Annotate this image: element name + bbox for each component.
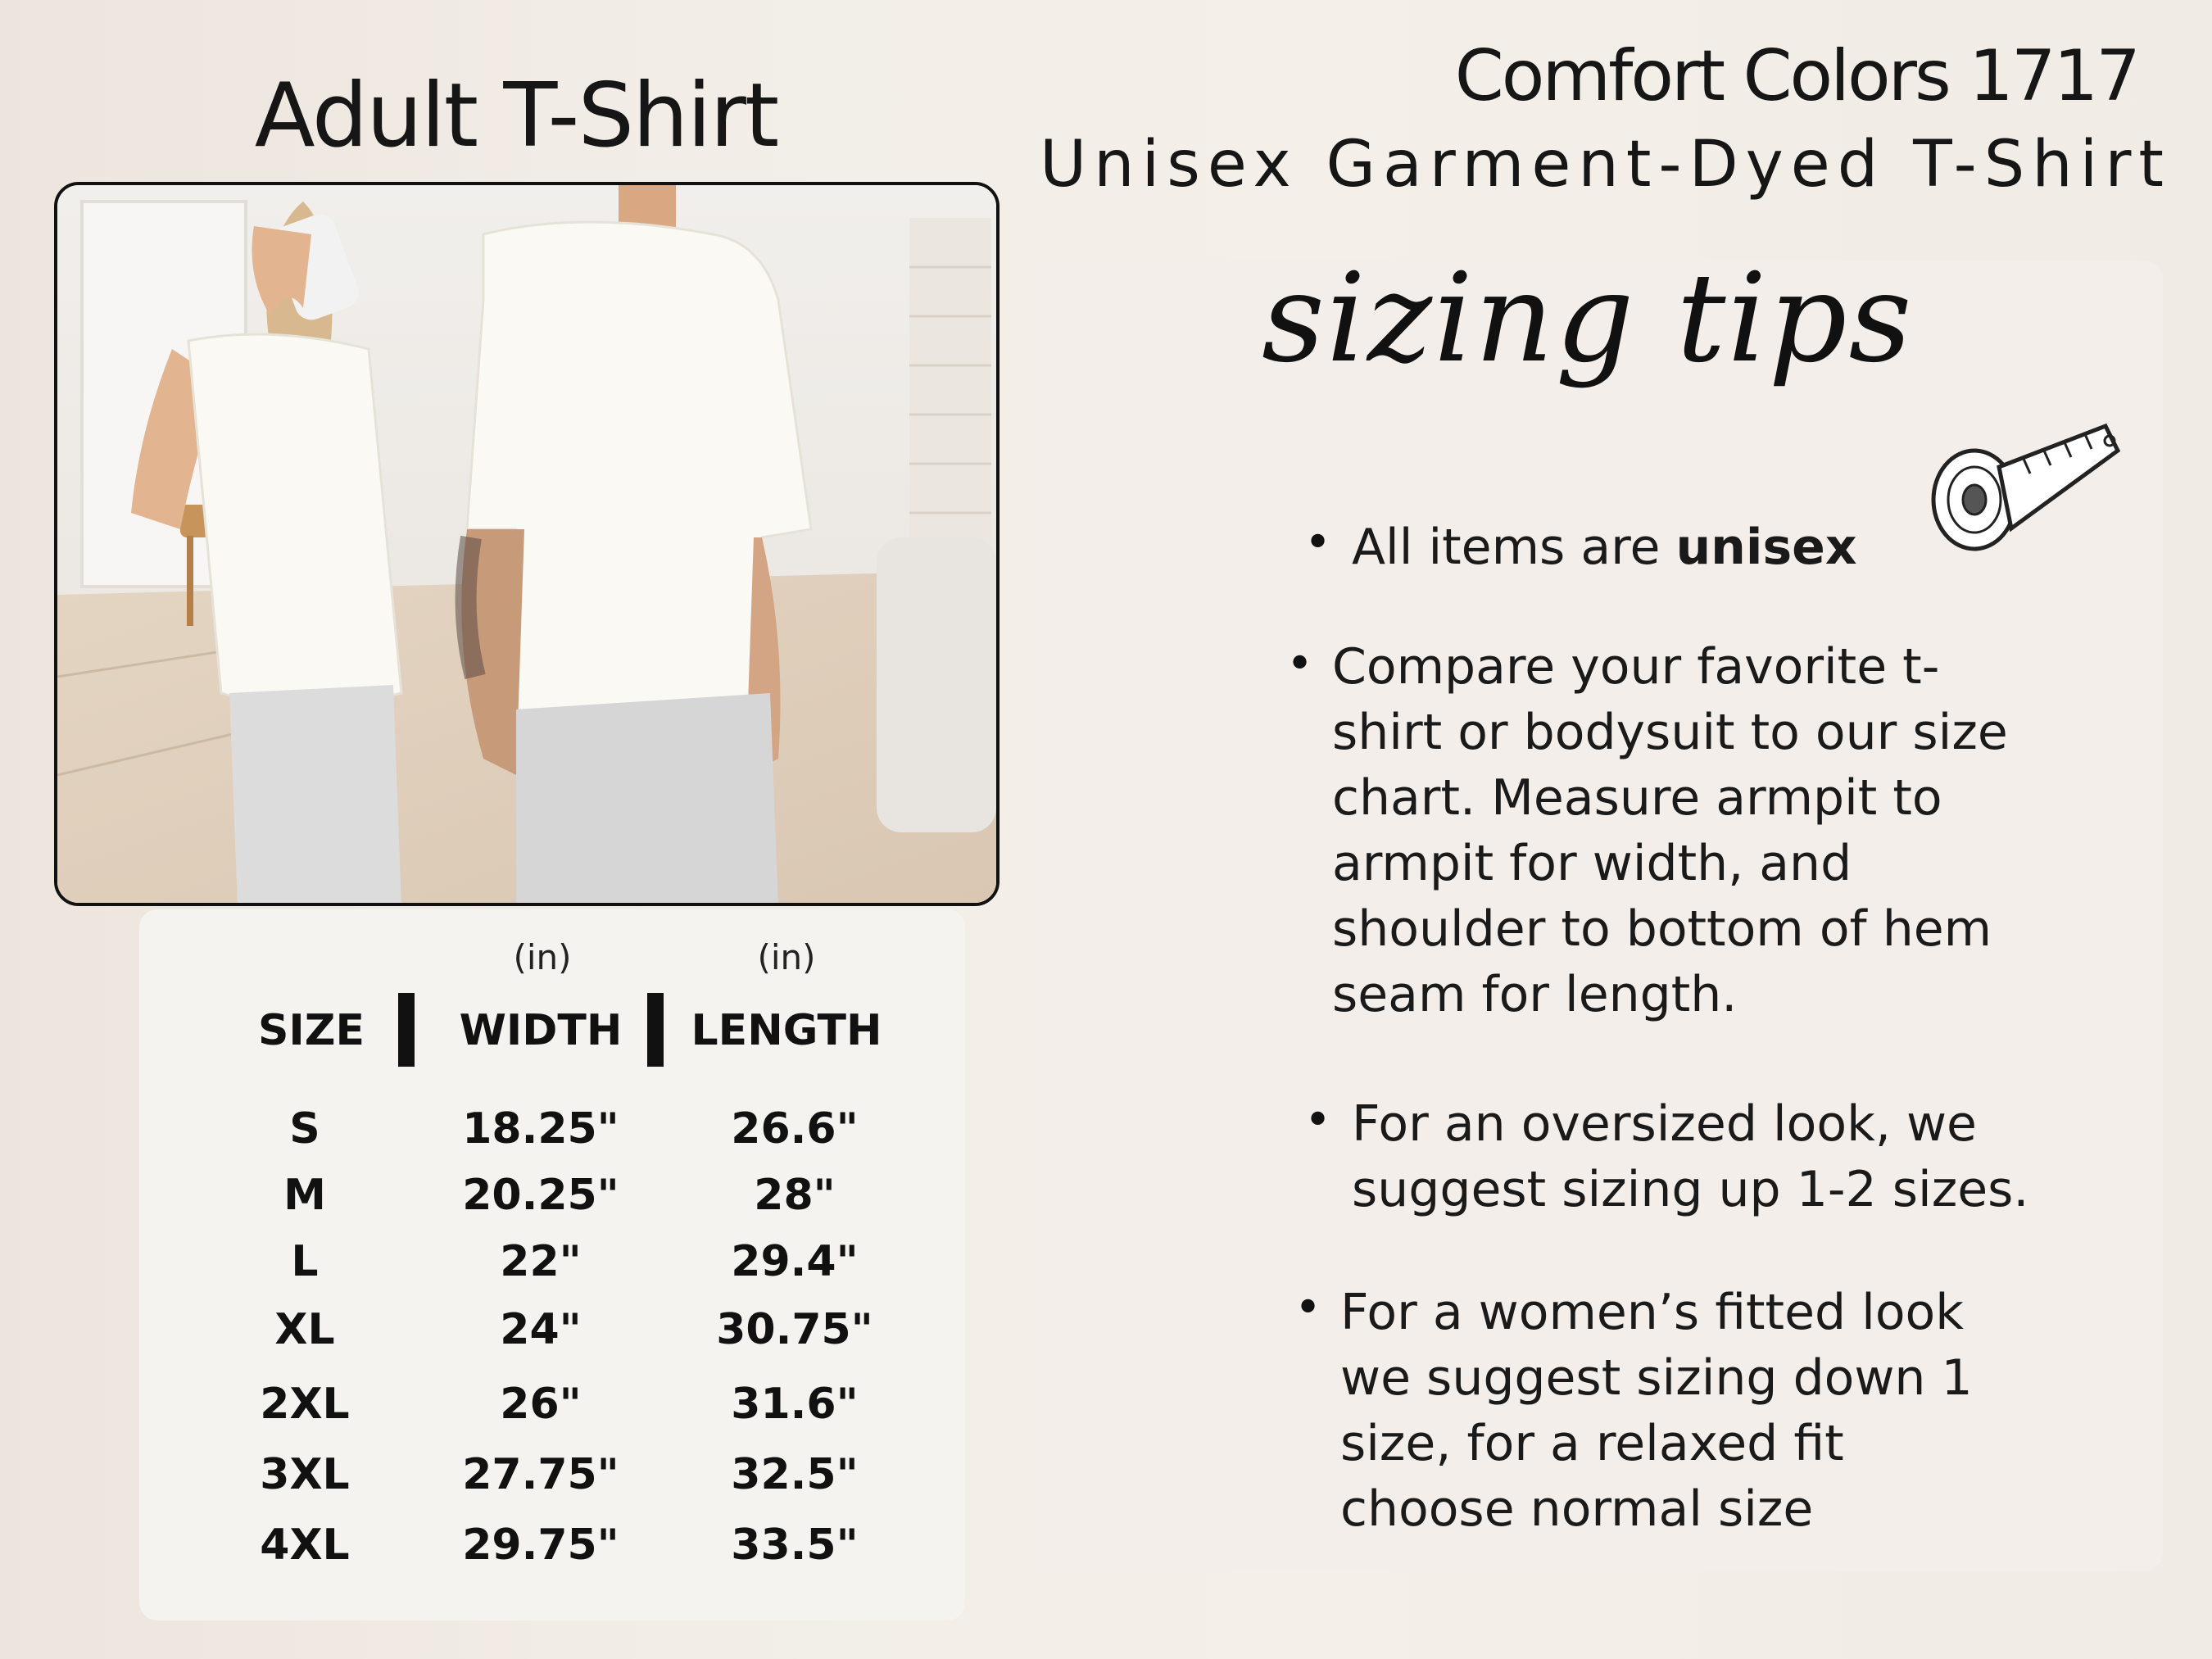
- column-separator: [398, 993, 415, 1067]
- tip-fitted: [1340, 1280, 1973, 1542]
- size-cell: XL: [274, 1305, 335, 1354]
- tip-line: shirt or bodysuit to our size: [1332, 704, 2008, 761]
- size-cell: 4XL: [260, 1521, 350, 1570]
- tip-unisex: [1352, 514, 1857, 580]
- tip-line: For an oversized look, we: [1352, 1095, 1977, 1153]
- width-unit-label: (in): [513, 937, 572, 977]
- width-column-header: WIDTH: [459, 1006, 623, 1055]
- tip-line: choose normal size: [1340, 1480, 1814, 1538]
- length-cell: 30.75": [716, 1305, 873, 1354]
- width-cell: 20.25": [462, 1171, 619, 1220]
- width-cell: 24": [500, 1305, 582, 1354]
- tip-line: we suggest sizing down 1: [1340, 1349, 1973, 1407]
- width-cell: 27.75": [462, 1450, 619, 1499]
- width-cell: 22": [500, 1237, 582, 1286]
- tip-line: armpit for width, and: [1332, 835, 1852, 892]
- tip-unisex-text: All items are: [1352, 519, 1676, 576]
- length-cell: 28": [754, 1171, 836, 1220]
- size-column-header: SIZE: [257, 1006, 365, 1055]
- brand-title: Comfort Colors 1717: [1454, 35, 2138, 117]
- length-cell: 31.6": [731, 1380, 859, 1429]
- page-title: Adult T-Shirt: [254, 65, 778, 167]
- tip-line: shoulder to bottom of hem: [1332, 900, 1992, 958]
- size-cell: M: [283, 1171, 326, 1220]
- bullet-icon: •: [1286, 637, 1314, 691]
- tip-line: seam for length.: [1332, 966, 1738, 1023]
- tip-line: For a women’s fitted look: [1340, 1284, 1964, 1341]
- bullet-icon: •: [1304, 1094, 1332, 1147]
- size-cell: L: [291, 1237, 319, 1286]
- tip-compare: [1332, 634, 2008, 1027]
- tip-oversized: [1352, 1091, 2028, 1222]
- width-cell: 29.75": [462, 1521, 619, 1570]
- sizing-tips-heading: [1245, 238, 2015, 426]
- size-cell: 2XL: [260, 1380, 350, 1429]
- product-subtitle: Unisex Garment-Dyed T-Shirt: [1040, 128, 2171, 202]
- length-unit-label: (in): [757, 937, 816, 977]
- width-cell: 26": [500, 1380, 582, 1429]
- length-cell: 29.4": [731, 1237, 859, 1286]
- length-cell: 32.5": [731, 1450, 859, 1499]
- tip-line: Compare your favorite t-: [1332, 638, 1940, 696]
- size-cell: 3XL: [260, 1450, 350, 1499]
- svg-text:sizing tips: sizing tips: [1262, 247, 1914, 390]
- tip-unisex-emphasis: unisex: [1675, 519, 1857, 576]
- size-cell: S: [289, 1104, 320, 1154]
- length-column-header: LENGTH: [691, 1006, 882, 1055]
- column-separator: [647, 993, 664, 1067]
- bullet-icon: •: [1294, 1281, 1322, 1335]
- bullet-icon: •: [1304, 516, 1332, 569]
- product-photo: [54, 182, 999, 906]
- length-cell: 26.6": [731, 1104, 859, 1154]
- measuring-tape-icon: [1925, 418, 2122, 557]
- couple-photo-illustration: [57, 185, 996, 903]
- length-cell: 33.5": [731, 1521, 859, 1570]
- tip-line: chart. Measure armpit to: [1332, 769, 1942, 827]
- tip-line: suggest sizing up 1-2 sizes.: [1352, 1161, 2029, 1218]
- width-cell: 18.25": [462, 1104, 619, 1154]
- tip-line: size, for a relaxed fit: [1340, 1415, 1844, 1472]
